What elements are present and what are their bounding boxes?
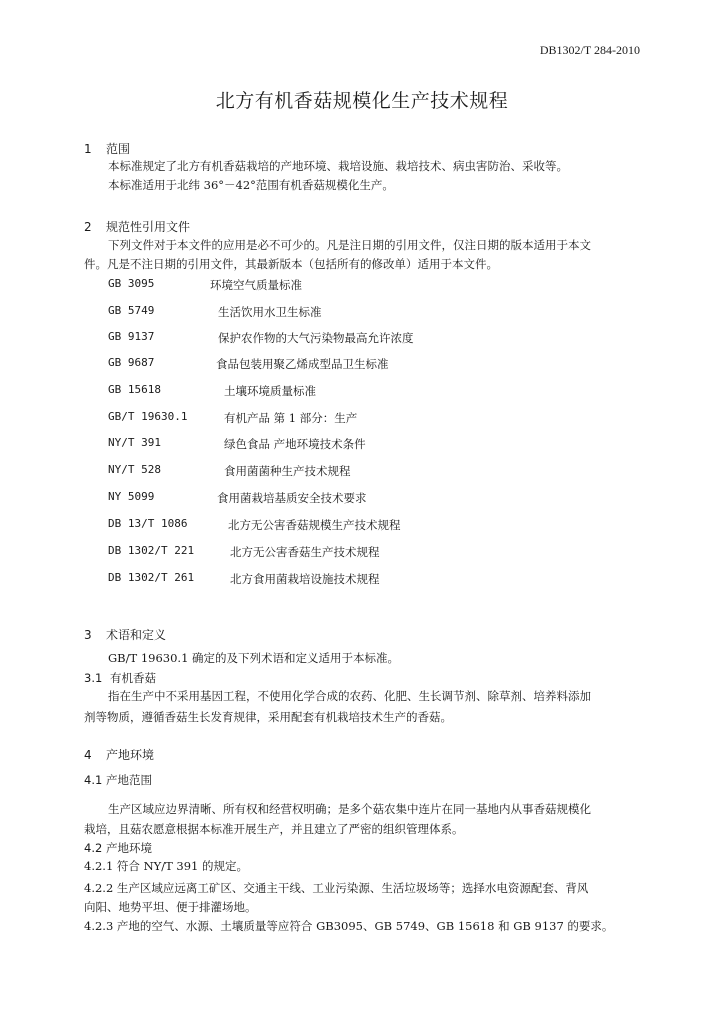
reference-title: 北方食用菌栽培设施技术规程 [230, 572, 380, 586]
reference-code: NY/T 528 [108, 463, 161, 476]
section-4-heading [84, 746, 154, 763]
reference-title: 北方无公害香菇规模生产技术规程 [228, 518, 401, 532]
section-title: 产地环境 [106, 748, 155, 762]
reference-code: GB 9137 [108, 330, 155, 343]
reference-title: 北方无公害香菇生产技术规程 [230, 545, 380, 559]
section-title: 规范性引用文件 [106, 220, 191, 234]
section-2-heading [84, 218, 190, 235]
reference-title: 食用菌栽培基质安全技术要求 [217, 491, 367, 505]
reference-code: GB 3095 [108, 277, 155, 290]
clause-4-2-1: 4.2.1 符合 NY/T 391 的规定。 [84, 859, 249, 873]
reference-title: 保护农作物的大气污染物最高允许浓度 [218, 331, 414, 345]
section-3-heading [84, 626, 166, 643]
section-number: 1 [84, 142, 92, 156]
reference-title: 绿色食品 产地环境技术条件 [224, 437, 366, 451]
reference-title: 土壤环境质量标准 [224, 384, 316, 398]
paragraph: 件。凡是不注日期的引用文件，其最新版本（包括所有的修改单）适用于本文件。 [84, 257, 498, 271]
paragraph: 指在生产中不采用基因工程，不使用化学合成的农药、化肥、生长调节剂、除草剂、培养料添加 [108, 689, 591, 703]
section-number: 3 [84, 628, 92, 642]
section-title: 术语和定义 [106, 628, 167, 642]
reference-title: 生活饮用水卫生标准 [218, 305, 322, 319]
reference-code: NY 5099 [108, 490, 155, 503]
paragraph: 剂等物质，遵循香菇生长发育规律，采用配套有机栽培技术生产的香菇。 [84, 710, 452, 724]
reference-title: 食品包装用聚乙烯成型品卫生标准 [216, 357, 389, 371]
section-number: 4 [84, 748, 92, 762]
reference-code: DB 1302/T 221 [108, 544, 195, 557]
clause-4-2-2-continued: 向阳、地势平坦、便于排灌场地。 [84, 900, 257, 914]
section-title: 范围 [106, 142, 131, 156]
document-number: DB1302/T 284-2010 [539, 43, 640, 57]
reference-code: GB 9687 [108, 356, 155, 369]
section-1-heading [84, 140, 130, 157]
paragraph: 生产区域应边界清晰、所有权和经营权明确；是多个菇农集中连片在同一基地内从事香菇规模化 [108, 802, 591, 816]
clause-4-2-3: 4.2.3 产地的空气、水源、土壤质量等应符合 GB3095、GB 5749、GB 15618 和 GB 9137 的要求。 [84, 919, 614, 933]
paragraph: 本标准规定了北方有机香菇栽培的产地环境、栽培设施、栽培技术、病虫害防治、采收等。 [108, 159, 568, 173]
paragraph: GB/T 19630.1 确定的及下列术语和定义适用于本标准。 [108, 651, 400, 665]
reference-code: GB/T 19630.1 [108, 410, 188, 423]
paragraph: 本标准适用于北纬 36°－42°范围有机香菇规模化生产。 [108, 178, 394, 192]
subsection-heading: 4.2 产地环境 [84, 841, 152, 855]
reference-title: 食用菌菌种生产技术规程 [224, 464, 351, 478]
term-title: 有机香菇 [110, 671, 156, 685]
reference-code: NY/T 391 [108, 436, 161, 449]
reference-title: 有机产品 第 1 部分：生产 [224, 411, 358, 425]
document-title: 北方有机香菇规模化生产技术规程 [215, 90, 509, 112]
section-number: 2 [84, 220, 92, 234]
reference-code: DB 1302/T 261 [108, 571, 195, 584]
reference-code: DB 13/T 1086 [108, 517, 188, 530]
paragraph: 下列文件对于本文件的应用是必不可少的。凡是注日期的引用文件，仅注日期的版本适用于本文 [108, 238, 591, 252]
term-heading [84, 670, 156, 686]
clause-4-2-2: 4.2.2 生产区域应远离工矿区、交通主干线、工业污染源、生活垃圾场等；选择水电资源配套、背风 [84, 881, 589, 895]
reference-code: GB 5749 [108, 304, 155, 317]
reference-title: 环境空气质量标准 [210, 278, 302, 292]
paragraph: 栽培，且菇农愿意根据本标准开展生产，并且建立了严密的组织管理体系。 [84, 822, 464, 836]
term-number: 3.1 [84, 671, 103, 685]
subsection-heading: 4.1 产地范围 [84, 773, 152, 787]
reference-code: GB 15618 [108, 383, 161, 396]
